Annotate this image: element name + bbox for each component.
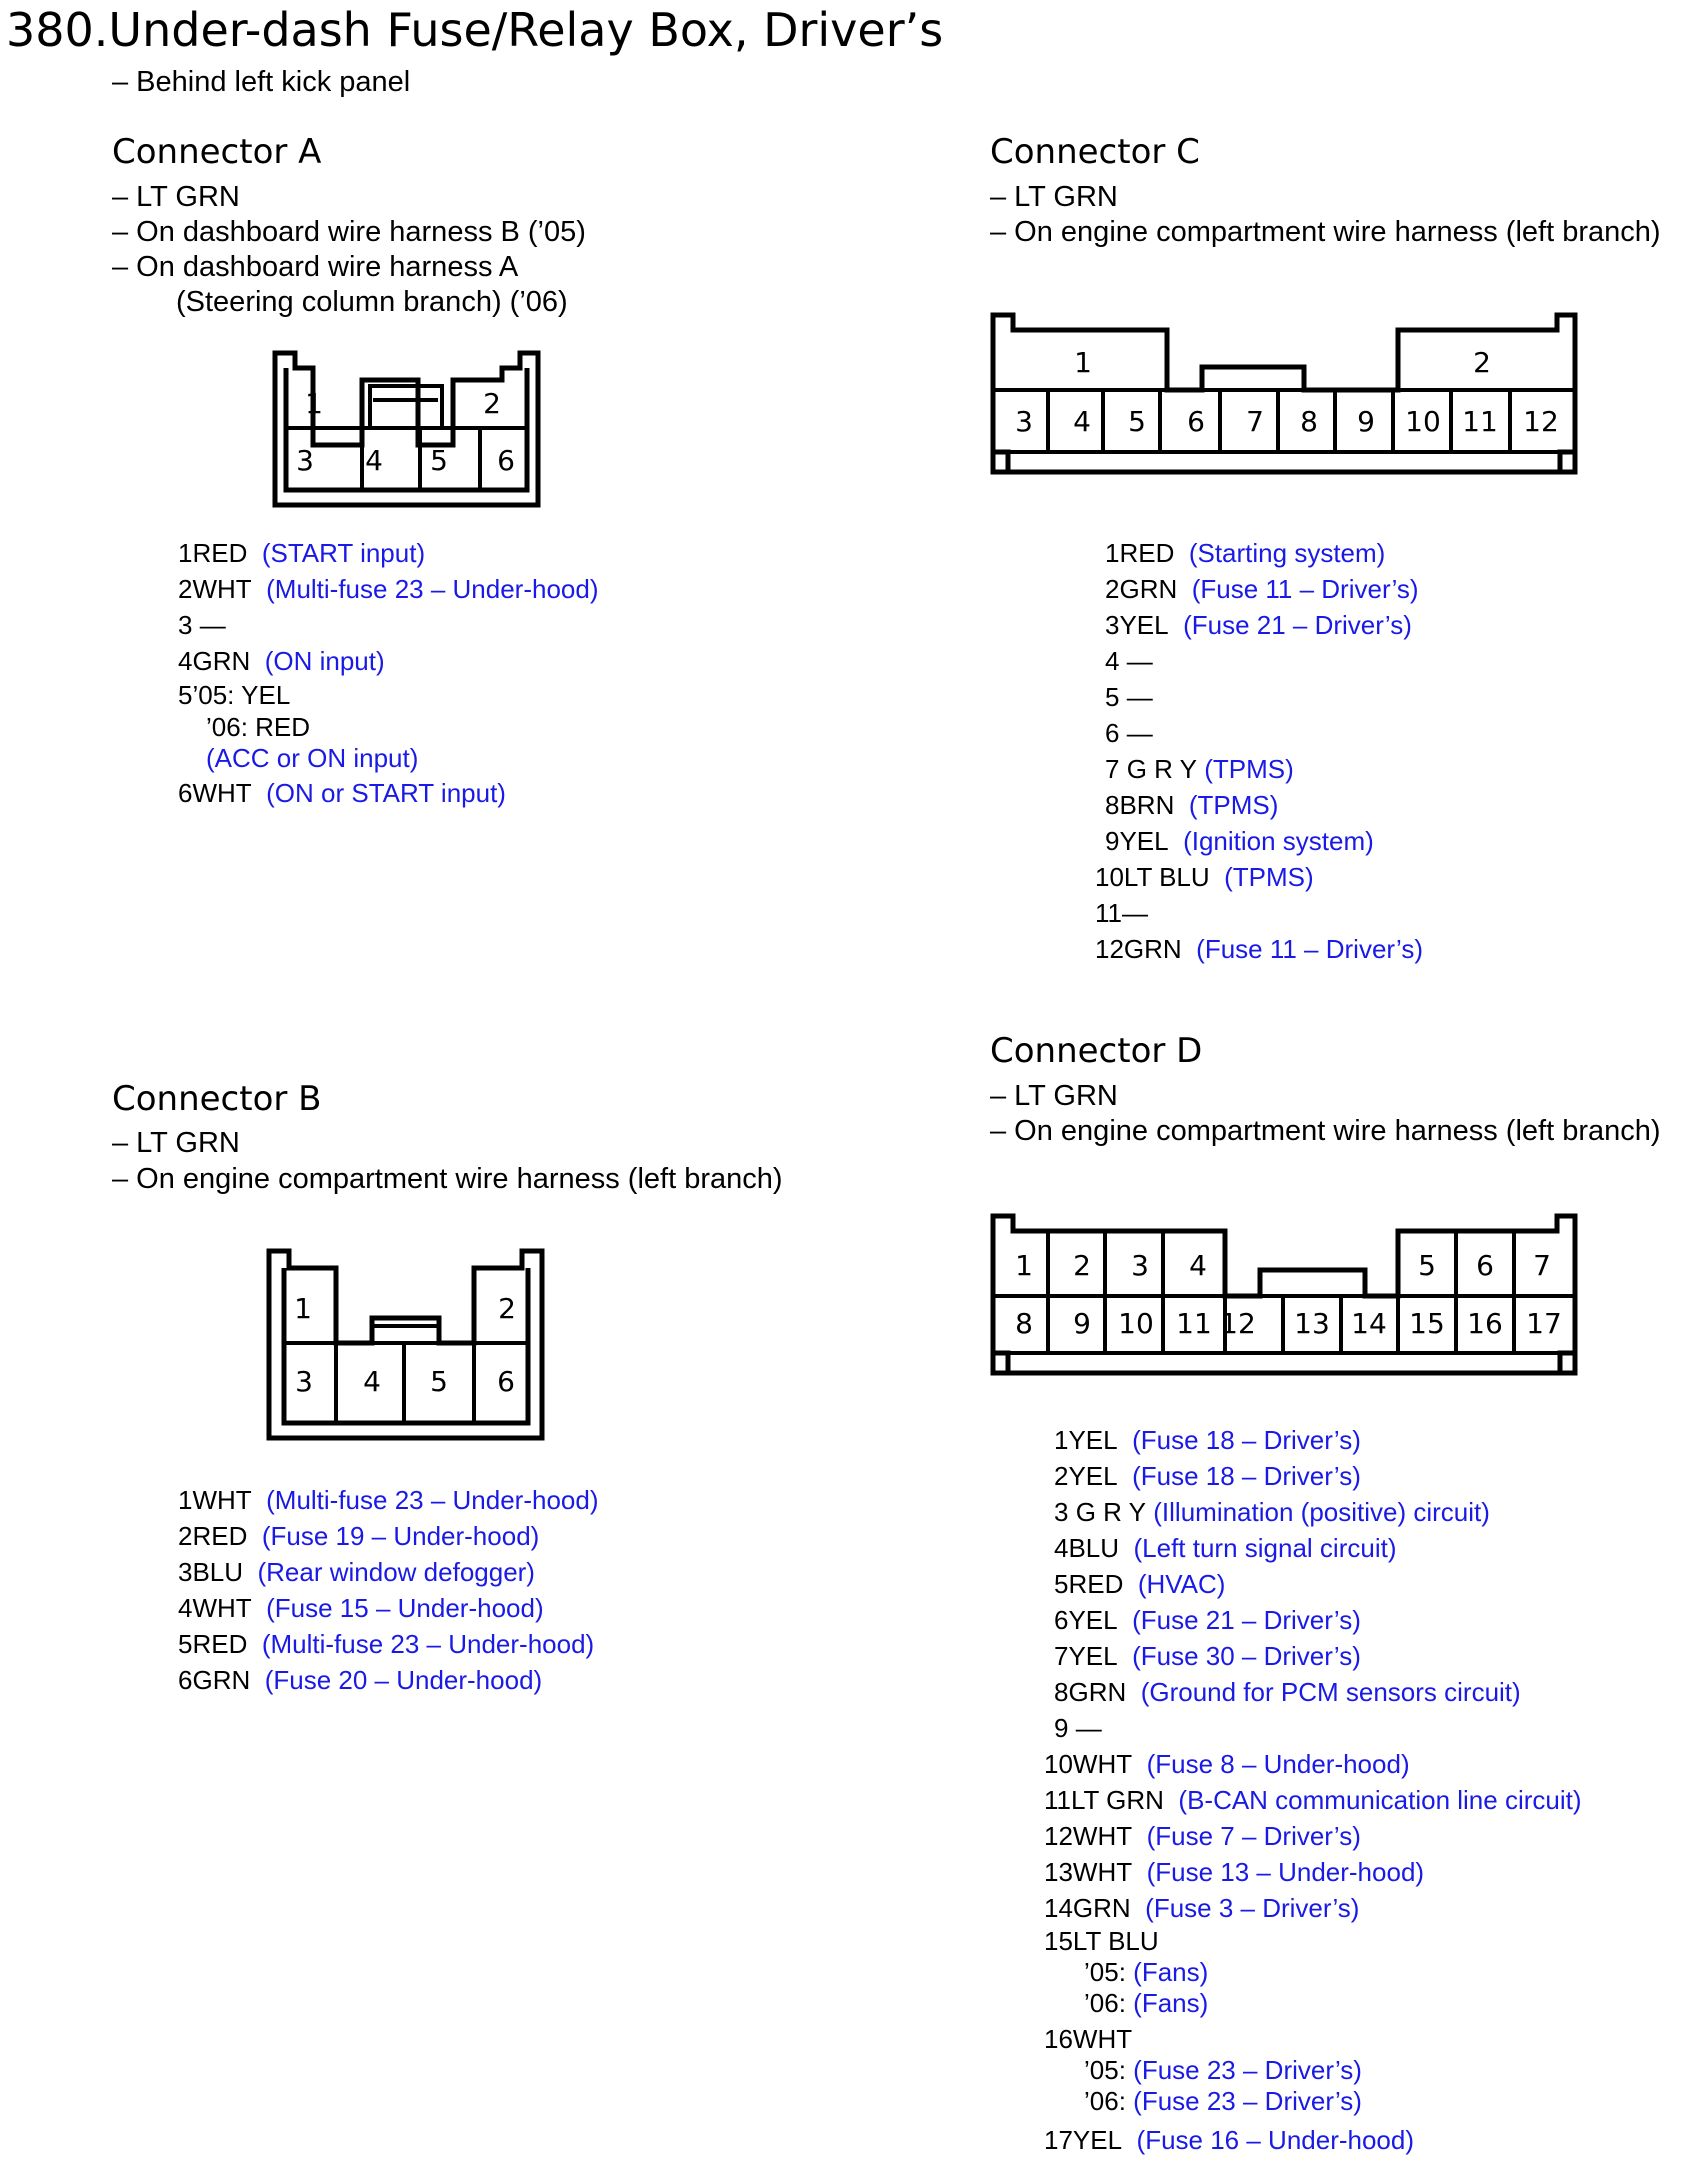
pin-number: 6 [178, 1665, 193, 1695]
wire-color: RED [192, 1521, 248, 1551]
connector-d-heading: Connector D [990, 1031, 1203, 1071]
pin-description: (ON input) [264, 646, 385, 676]
pin-description: (Fans) [1133, 1957, 1209, 1987]
pin-label: 11 [1462, 405, 1498, 438]
connector-d-note: – LT GRN [990, 1080, 1118, 1112]
pin-number: 1 [1105, 538, 1120, 568]
pin-row [1044, 1602, 1582, 1638]
pin-number: 4 [178, 646, 193, 676]
wire-color: — [1126, 682, 1153, 712]
pin-row [1095, 535, 1423, 571]
connector-a-note: – On dashboard wire harness B (’05) [112, 216, 586, 248]
pin-number: 4 [1054, 1533, 1069, 1563]
pin-number: 2 [1105, 574, 1120, 604]
page-title: 380.Under-dash Fuse/Relay Box, Driver’s [6, 3, 944, 57]
pin-description: (Multi-fuse 23 – Under-hood) [261, 1629, 595, 1659]
wire-color: YEL [1068, 1425, 1118, 1455]
wire-color: GRN [1119, 574, 1178, 604]
pin-row [178, 535, 599, 571]
pin-label: 8 [1015, 1307, 1033, 1340]
pin-number: 6 [1105, 718, 1120, 748]
pin-row [1044, 1530, 1582, 1566]
pin-label: 4 [365, 444, 383, 477]
pin-description: (Fuse 11 – Driver’s) [1196, 934, 1423, 964]
pin-number: 11 [1044, 1785, 1071, 1815]
pin-number: 10 [1095, 862, 1124, 892]
pin-row [1095, 787, 1423, 823]
wire-color: BLU [192, 1557, 244, 1587]
pin-label: 7 [1246, 405, 1264, 438]
pin-number: 10 [1044, 1749, 1073, 1779]
pin-row [1044, 2024, 1582, 2055]
pin-label: 14 [1351, 1307, 1387, 1340]
connector-a-heading: Connector A [112, 132, 322, 172]
wire-color: GRN [1123, 934, 1182, 964]
pin-number: 5 [1105, 682, 1120, 712]
pin-number: 3 [178, 610, 193, 640]
connector-c-pin-list [1095, 535, 1423, 967]
wire-color: G R Y [1075, 1497, 1147, 1527]
wire-color: YEL [1119, 610, 1169, 640]
pin-number: 13 [1044, 1857, 1073, 1887]
pin-label: 11 [1176, 1307, 1212, 1340]
pin-label: 1 [305, 387, 323, 420]
connector-a-pin-list [178, 535, 599, 811]
pin-row [1095, 859, 1423, 895]
pin-number: 6 [178, 778, 193, 808]
pin-label: 8 [1300, 405, 1318, 438]
connector-b-note: – LT GRN [112, 1127, 240, 1159]
wire-color: WHT [1072, 1749, 1133, 1779]
pin-label: 4 [1073, 405, 1091, 438]
pin-number: 12 [1095, 934, 1124, 964]
pin-number: 1 [1054, 1425, 1069, 1455]
pin-row [1044, 2055, 1582, 2086]
pin-description: (Starting system) [1188, 538, 1386, 568]
pin-description: (Left turn signal circuit) [1133, 1533, 1397, 1563]
pin-number: 7 [1054, 1641, 1069, 1671]
wire-color: — [1075, 1713, 1102, 1743]
pin-description: (Fuse 13 – Under-hood) [1146, 1857, 1425, 1887]
pin-label: 13 [1294, 1307, 1330, 1340]
pin-description: (Fans) [1133, 1988, 1209, 2018]
wire-color: WHT [1072, 1857, 1133, 1887]
connector-a-note: – On dashboard wire harness A [112, 251, 519, 283]
pin-row [178, 571, 599, 607]
pin-label: 10 [1118, 1307, 1154, 1340]
pin-label: 12 [1523, 405, 1559, 438]
pin-row [1044, 2086, 1582, 2122]
wire-color: BLU [1068, 1533, 1120, 1563]
pin-row [1095, 607, 1423, 643]
wire-color: GRN [1072, 1893, 1131, 1923]
wire-color: — [1122, 898, 1148, 928]
pin-row [1044, 2122, 1582, 2158]
pin-number: 8 [1054, 1677, 1069, 1707]
pin-label: 9 [1357, 405, 1375, 438]
wire-color: G R Y [1126, 754, 1198, 784]
connector-c-note: – On engine compartment wire harness (left branch) [990, 216, 1661, 248]
pin-description: (Fuse 16 – Under-hood) [1136, 2125, 1415, 2155]
pin-row [178, 712, 599, 742]
pin-number: 5 [178, 1629, 193, 1659]
pin-number: 8 [1105, 790, 1120, 820]
pin-label: 6 [1476, 1249, 1494, 1282]
pin-description: (Ground for PCM sensors circuit) [1140, 1677, 1521, 1707]
pin-row [178, 679, 599, 712]
pin-number: 9 [1054, 1713, 1069, 1743]
pin-row [178, 775, 599, 811]
pin-row [1044, 1494, 1582, 1530]
pin-label: 17 [1526, 1307, 1562, 1340]
connector-b-pin-list [178, 1482, 599, 1698]
connector-a-note: – LT GRN [112, 181, 240, 213]
pin-number: 2 [178, 1521, 193, 1551]
pin-description: (TPMS) [1188, 790, 1279, 820]
pin-description: (Fuse 18 – Driver’s) [1132, 1425, 1361, 1455]
pin-label: 12 [1220, 1307, 1256, 1340]
pin-label: 15 [1409, 1307, 1445, 1340]
pin-label: 3 [295, 1365, 313, 1398]
pin-row [178, 1662, 599, 1698]
pin-description: (TPMS) [1224, 862, 1314, 892]
wire-color: ’06: [1084, 1988, 1126, 2018]
pin-label: 5 [430, 444, 448, 477]
pin-row [1095, 679, 1423, 715]
pin-row [178, 1482, 599, 1518]
wire-color: GRN [1068, 1677, 1127, 1707]
pin-description: (Fuse 20 – Under-hood) [264, 1665, 543, 1695]
connector-d-diagram [990, 1213, 1580, 1378]
pin-label: 6 [497, 1365, 515, 1398]
pin-description: (Fuse 11 – Driver’s) [1191, 574, 1419, 604]
pin-label: 3 [296, 444, 314, 477]
pin-row [1044, 1458, 1582, 1494]
pin-row [1044, 1957, 1582, 1988]
connector-b-heading: Connector B [112, 1079, 322, 1119]
pin-description: (Fuse 21 – Driver’s) [1183, 610, 1412, 640]
wire-color: LT BLU [1072, 1926, 1159, 1956]
wire-color: GRN [192, 646, 251, 676]
pin-number: 7 [1105, 754, 1120, 784]
wire-color: WHT [192, 1593, 252, 1623]
pin-number: 17 [1044, 2125, 1073, 2155]
pin-label: 2 [498, 1292, 516, 1325]
pin-description: (Fuse 8 – Under-hood) [1146, 1749, 1410, 1779]
pin-description: (Fuse 30 – Driver’s) [1132, 1641, 1361, 1671]
pin-row [1044, 1566, 1582, 1602]
pin-row [178, 1590, 599, 1626]
pin-row [178, 1626, 599, 1662]
pin-row [1095, 751, 1423, 787]
pin-number: 2 [1054, 1461, 1069, 1491]
pin-row [1095, 715, 1423, 751]
pin-label: 3 [1015, 405, 1033, 438]
pin-row [1044, 1746, 1582, 1782]
connector-a-note: (Steering column branch) (’06) [176, 286, 568, 318]
pin-row [1095, 823, 1423, 859]
pin-number: 1 [178, 538, 193, 568]
wire-color: — [1126, 646, 1153, 676]
pin-label: 5 [430, 1365, 448, 1398]
pin-row [1044, 1782, 1582, 1818]
pin-row [1044, 1854, 1582, 1890]
connector-d-pin-list [1044, 1422, 1582, 2158]
pin-row [1044, 1890, 1582, 1926]
pin-number: 16 [1044, 2024, 1073, 2054]
pin-number: 5 [178, 680, 193, 710]
pin-number: 2 [178, 574, 193, 604]
pin-label: 2 [1073, 1249, 1091, 1282]
pin-row [1044, 1710, 1582, 1746]
wire-color: YEL [1068, 1461, 1118, 1491]
pin-row [178, 742, 599, 775]
pin-description: (Illumination (positive) circuit) [1153, 1497, 1490, 1527]
pin-label: 16 [1467, 1307, 1503, 1340]
pin-row [178, 607, 599, 643]
connector-a-diagram [270, 350, 540, 510]
pin-description: (ACC or ON input) [206, 743, 419, 773]
pin-description: (Fuse 23 – Driver’s) [1133, 2055, 1362, 2085]
pin-number: 5 [1054, 1569, 1069, 1599]
wire-color: WHT [192, 778, 252, 808]
pin-label: 7 [1533, 1249, 1551, 1282]
pin-row [1095, 643, 1423, 679]
pin-number: 14 [1044, 1893, 1073, 1923]
wire-color: RED [192, 538, 248, 568]
wire-color: YEL [1119, 826, 1169, 856]
pin-row [1044, 1818, 1582, 1854]
pin-row [1044, 1926, 1582, 1957]
pin-row [178, 1518, 599, 1554]
pin-label: 3 [1131, 1249, 1149, 1282]
wire-color: YEL [1068, 1641, 1118, 1671]
wire-color: ’05: [1084, 1957, 1126, 1987]
pin-description: (Fuse 3 – Driver’s) [1145, 1893, 1360, 1923]
pin-label: 5 [1128, 405, 1146, 438]
connector-c-diagram [990, 312, 1580, 477]
wire-color: WHT [192, 574, 252, 604]
pin-label: 9 [1073, 1307, 1091, 1340]
pin-description: (Multi-fuse 23 – Under-hood) [266, 574, 599, 604]
wire-color: ’05: YEL [192, 680, 291, 710]
pin-label: 6 [1187, 405, 1205, 438]
pin-label: 1 [1074, 346, 1092, 379]
pin-number: 3 [1105, 610, 1120, 640]
wire-color: RED [1119, 538, 1175, 568]
pin-description: (Fuse 19 – Under-hood) [261, 1521, 540, 1551]
pin-row [1095, 571, 1423, 607]
pin-row [1044, 1674, 1582, 1710]
pin-row [1044, 1638, 1582, 1674]
wire-color: LT BLU [1123, 862, 1210, 892]
wire-color: RED [1068, 1569, 1124, 1599]
connector-d-note: – On engine compartment wire harness (left branch) [990, 1115, 1661, 1147]
pin-description: (Ignition system) [1183, 826, 1374, 856]
connector-b-note: – On engine compartment wire harness (left branch) [112, 1163, 783, 1195]
pin-number: 4 [1105, 646, 1120, 676]
pin-description: (Rear window defogger) [257, 1557, 535, 1587]
pin-description: (Fuse 7 – Driver’s) [1146, 1821, 1361, 1851]
pin-row [1044, 1988, 1582, 2024]
pin-label: 2 [483, 387, 501, 420]
wire-color: GRN [192, 1665, 251, 1695]
pin-number: 3 [178, 1557, 193, 1587]
pin-row [1044, 1422, 1582, 1458]
pin-description: (Multi-fuse 23 – Under-hood) [266, 1485, 599, 1515]
pin-description: (ON or START input) [266, 778, 506, 808]
wire-color: WHT [192, 1485, 252, 1515]
pin-description: (Fuse 21 – Driver’s) [1132, 1605, 1361, 1635]
connector-c-heading: Connector C [990, 132, 1200, 172]
pin-number: 15 [1044, 1926, 1073, 1956]
pin-number: 9 [1105, 826, 1120, 856]
wire-color: YEL [1072, 2125, 1123, 2155]
pin-label: 4 [363, 1365, 381, 1398]
wire-color: WHT [1072, 2024, 1133, 2054]
connector-c-note: – LT GRN [990, 181, 1118, 213]
pin-number: 1 [178, 1485, 193, 1515]
pin-number: 6 [1054, 1605, 1069, 1635]
pin-description: (Fuse 23 – Driver’s) [1133, 2086, 1362, 2116]
wire-color: RED [192, 1629, 248, 1659]
wire-color: YEL [1068, 1605, 1118, 1635]
pin-label: 1 [294, 1292, 312, 1325]
pin-row [1095, 895, 1423, 931]
pin-number: 4 [178, 1593, 193, 1623]
pin-label: 10 [1405, 405, 1441, 438]
pin-description: (TPMS) [1204, 754, 1294, 784]
pin-number: 12 [1044, 1821, 1073, 1851]
wire-color: — [1126, 718, 1153, 748]
wire-color: BRN [1119, 790, 1175, 820]
pin-label: 5 [1418, 1249, 1436, 1282]
pin-label: 4 [1189, 1249, 1207, 1282]
pin-description: (Fuse 18 – Driver’s) [1132, 1461, 1361, 1491]
pin-row [1095, 931, 1423, 967]
wire-color: — [199, 610, 226, 640]
pin-description: (START input) [261, 538, 426, 568]
pin-number: 3 [1054, 1497, 1069, 1527]
page-subtitle: – Behind left kick panel [112, 66, 411, 98]
connector-b-diagram [264, 1248, 554, 1443]
pin-label: 2 [1473, 346, 1491, 379]
wire-color: ’06: RED [206, 712, 311, 742]
pin-label: 1 [1015, 1249, 1033, 1282]
pin-row [178, 643, 599, 679]
wire-color: ’05: [1084, 2055, 1126, 2085]
pin-number: 11 [1095, 898, 1122, 928]
wire-color: LT GRN [1071, 1785, 1164, 1815]
pin-description: (B-CAN communication line circuit) [1178, 1785, 1582, 1815]
pin-row [178, 1554, 599, 1590]
pin-label: 6 [497, 444, 515, 477]
wire-color: WHT [1072, 1821, 1133, 1851]
pin-description: (HVAC) [1137, 1569, 1226, 1599]
pin-description: (Fuse 15 – Under-hood) [266, 1593, 544, 1623]
wire-color: ’06: [1084, 2086, 1126, 2116]
